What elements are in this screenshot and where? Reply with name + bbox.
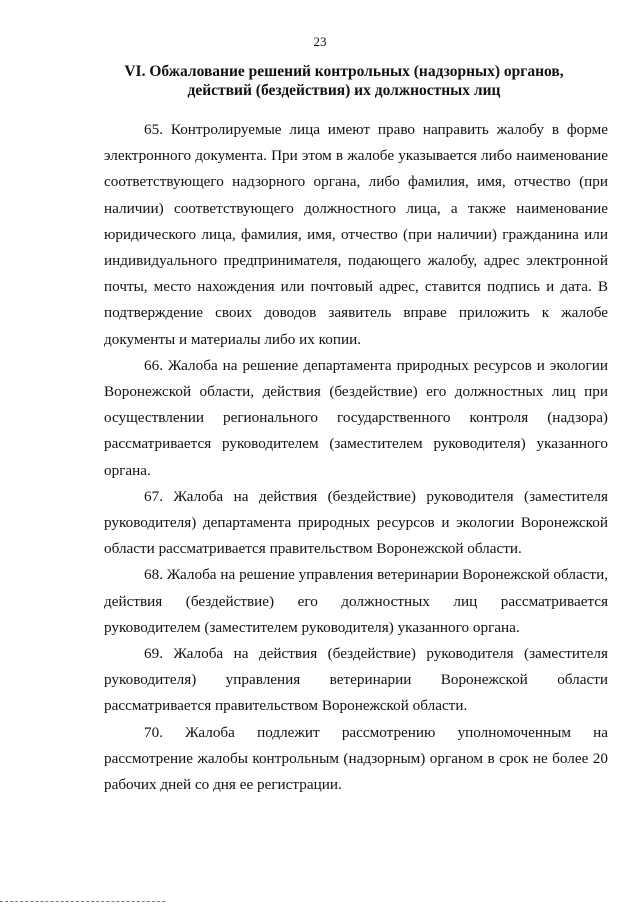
paragraph-65: 65. Контролируемые лица имеют право направить жалобу в форме электронного документа. При этом в жалобе указывается либо наименование соответствующего надзорного органа, либо фамилия, имя, отчество (при наличии) соответствующего должностного лица, а также наименование юридического лица, фамилия, имя, отчество (при наличии) гражданина или индивидуального предпринимателя, подающего жалобу, адрес электронной почты, место нахождения или почтовый адрес, ставится подпись и дата. В подтверждение своих доводов заявитель вправе приложить к жалобе документы и материалы либо их копии.	[104, 121, 608, 348]
paragraph-70: 70. Жалоба подлежит рассмотрению уполномоченным на рассмотрение жалобы контрольным (надзорным) органом в срок не более 20 рабочих дней со дня ее регистрации.	[104, 723, 608, 794]
section-heading-line-1: VI. Обжалование решений контрольных (надзорных) органов,	[124, 63, 564, 80]
footnote-divider	[0, 901, 165, 902]
paragraph-68: 68. Жалоба на решение управления ветеринарии Воронежской области, действия (бездействие) его должностных лиц рассматривается руководителем (заместителем руководителя) указанного органа.	[104, 566, 608, 636]
page-number: 23	[313, 34, 327, 49]
section-heading-line-2: действий (бездействия) их должностных лиц	[187, 82, 501, 99]
paragraph-69: 69. Жалоба на действия (бездействие) руководителя (заместителя руководителя) управления ветеринарии Воронежской области рассматривается правительством Воронежской области.	[104, 645, 608, 715]
paragraph-67: 67. Жалоба на действия (бездействие) руководителя (заместителя руководителя) департамента природных ресурсов и экологии Воронежской области рассматривается правительством Воронежской области.	[104, 487, 608, 558]
section-heading	[104, 62, 584, 100]
document-body	[104, 117, 608, 798]
paragraph-66: 66. Жалоба на решение департамента природных ресурсов и экологии Воронежской области, действия (бездействие) его должностных лиц при осуществлении регионального государственного контроля (надзора) рассматривается руководителем (заместителем руководителя) указанного органа.	[104, 356, 608, 479]
